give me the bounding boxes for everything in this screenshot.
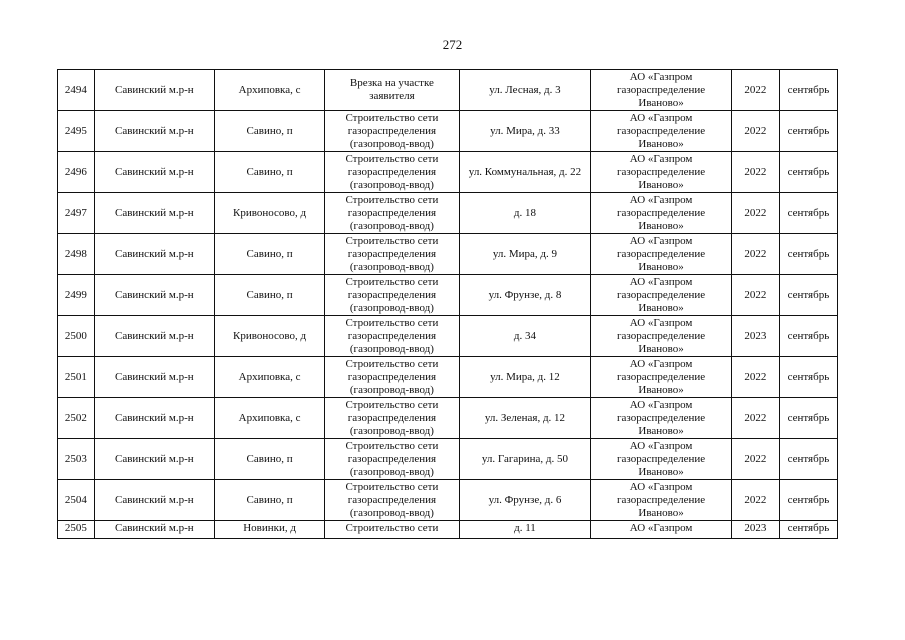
cell-year: 2022 [731,480,779,521]
cell-locality: Архиповка, с [215,398,325,439]
cell-number: 2503 [58,439,95,480]
table-row [58,234,838,275]
cell-number: 2505 [58,521,95,539]
cell-locality: Савино, п [215,152,325,193]
registry-table-body [58,70,838,539]
cell-work-type: Врезка на участке заявителя [325,70,460,111]
cell-work-type: Строительство сети газораспределения (газопровод-ввод) [325,111,460,152]
table-row [58,398,838,439]
cell-year: 2022 [731,234,779,275]
table-row [58,70,838,111]
cell-work-type: Строительство сети газораспределения (газопровод-ввод) [325,357,460,398]
cell-number: 2494 [58,70,95,111]
cell-work-type: Строительство сети газораспределения (газопровод-ввод) [325,480,460,521]
cell-year: 2022 [731,398,779,439]
cell-locality: Савино, п [215,234,325,275]
cell-district: Савинский м.р-н [94,316,214,357]
cell-address: д. 18 [459,193,591,234]
cell-month: сентябрь [779,480,837,521]
cell-organization: АО «Газпром газораспределение Иваново» [591,152,732,193]
cell-year: 2022 [731,152,779,193]
cell-locality: Кривоносово, д [215,193,325,234]
cell-organization: АО «Газпром газораспределение Иваново» [591,439,732,480]
cell-number: 2502 [58,398,95,439]
cell-month: сентябрь [779,357,837,398]
cell-month: сентябрь [779,70,837,111]
cell-address: д. 11 [459,521,591,539]
cell-locality: Савино, п [215,111,325,152]
cell-work-type: Строительство сети газораспределения (газопровод-ввод) [325,439,460,480]
cell-number: 2496 [58,152,95,193]
cell-organization: АО «Газпром газораспределение Иваново» [591,480,732,521]
cell-work-type: Строительство сети газораспределения (газопровод-ввод) [325,316,460,357]
cell-organization: АО «Газпром газораспределение Иваново» [591,275,732,316]
cell-month: сентябрь [779,152,837,193]
cell-organization: АО «Газпром газораспределение Иваново» [591,111,732,152]
table-row [58,521,838,539]
cell-month: сентябрь [779,234,837,275]
cell-month: сентябрь [779,193,837,234]
cell-address: ул. Мира, д. 9 [459,234,591,275]
cell-address: ул. Гагарина, д. 50 [459,439,591,480]
cell-address: ул. Лесная, д. 3 [459,70,591,111]
cell-organization: АО «Газпром газораспределение Иваново» [591,357,732,398]
cell-district: Савинский м.р-н [94,439,214,480]
cell-organization: АО «Газпром газораспределение Иваново» [591,70,732,111]
cell-organization: АО «Газпром газораспределение Иваново» [591,316,732,357]
cell-work-type: Строительство сети газораспределения (газопровод-ввод) [325,152,460,193]
cell-year: 2022 [731,275,779,316]
cell-work-type: Строительство сети газораспределения (газопровод-ввод) [325,234,460,275]
table-row [58,111,838,152]
cell-address: ул. Зеленая, д. 12 [459,398,591,439]
cell-year: 2022 [731,70,779,111]
cell-locality: Савино, п [215,275,325,316]
table-row [58,357,838,398]
cell-locality: Архиповка, с [215,70,325,111]
page-number: 272 [442,37,463,52]
cell-district: Савинский м.р-н [94,480,214,521]
cell-work-type: Строительство сети [325,521,460,539]
cell-district: Савинский м.р-н [94,357,214,398]
cell-number: 2495 [58,111,95,152]
cell-month: сентябрь [779,316,837,357]
cell-address: ул. Фрунзе, д. 6 [459,480,591,521]
cell-address: ул. Коммунальная, д. 22 [459,152,591,193]
cell-district: Савинский м.р-н [94,111,214,152]
cell-address: ул. Мира, д. 12 [459,357,591,398]
cell-year: 2023 [731,521,779,539]
cell-locality: Савино, п [215,480,325,521]
cell-year: 2022 [731,439,779,480]
cell-organization: АО «Газпром [591,521,732,539]
cell-address: д. 34 [459,316,591,357]
cell-district: Савинский м.р-н [94,234,214,275]
cell-district: Савинский м.р-н [94,275,214,316]
cell-number: 2499 [58,275,95,316]
cell-district: Савинский м.р-н [94,193,214,234]
cell-year: 2022 [731,357,779,398]
cell-month: сентябрь [779,398,837,439]
table-row [58,275,838,316]
cell-year: 2022 [731,193,779,234]
cell-locality: Кривоносово, д [215,316,325,357]
cell-year: 2022 [731,111,779,152]
table-row [58,439,838,480]
cell-month: сентябрь [779,439,837,480]
cell-organization: АО «Газпром газораспределение Иваново» [591,398,732,439]
cell-year: 2023 [731,316,779,357]
cell-work-type: Строительство сети газораспределения (газопровод-ввод) [325,398,460,439]
cell-organization: АО «Газпром газораспределение Иваново» [591,193,732,234]
cell-address: ул. Мира, д. 33 [459,111,591,152]
cell-address: ул. Фрунзе, д. 8 [459,275,591,316]
table-row [58,193,838,234]
cell-number: 2498 [58,234,95,275]
cell-work-type: Строительство сети газораспределения (газопровод-ввод) [325,193,460,234]
cell-month: сентябрь [779,111,837,152]
cell-work-type: Строительство сети газораспределения (газопровод-ввод) [325,275,460,316]
cell-number: 2504 [58,480,95,521]
cell-locality: Архиповка, с [215,357,325,398]
cell-month: сентябрь [779,521,837,539]
table-row [58,316,838,357]
cell-district: Савинский м.р-н [94,152,214,193]
cell-district: Савинский м.р-н [94,398,214,439]
cell-locality: Новинки, д [215,521,325,539]
cell-number: 2500 [58,316,95,357]
cell-locality: Савино, п [215,439,325,480]
registry-table [57,69,838,539]
cell-organization: АО «Газпром газораспределение Иваново» [591,234,732,275]
table-row [58,480,838,521]
cell-district: Савинский м.р-н [94,521,214,539]
cell-number: 2497 [58,193,95,234]
table-row [58,152,838,193]
cell-number: 2501 [58,357,95,398]
cell-district: Савинский м.р-н [94,70,214,111]
cell-month: сентябрь [779,275,837,316]
